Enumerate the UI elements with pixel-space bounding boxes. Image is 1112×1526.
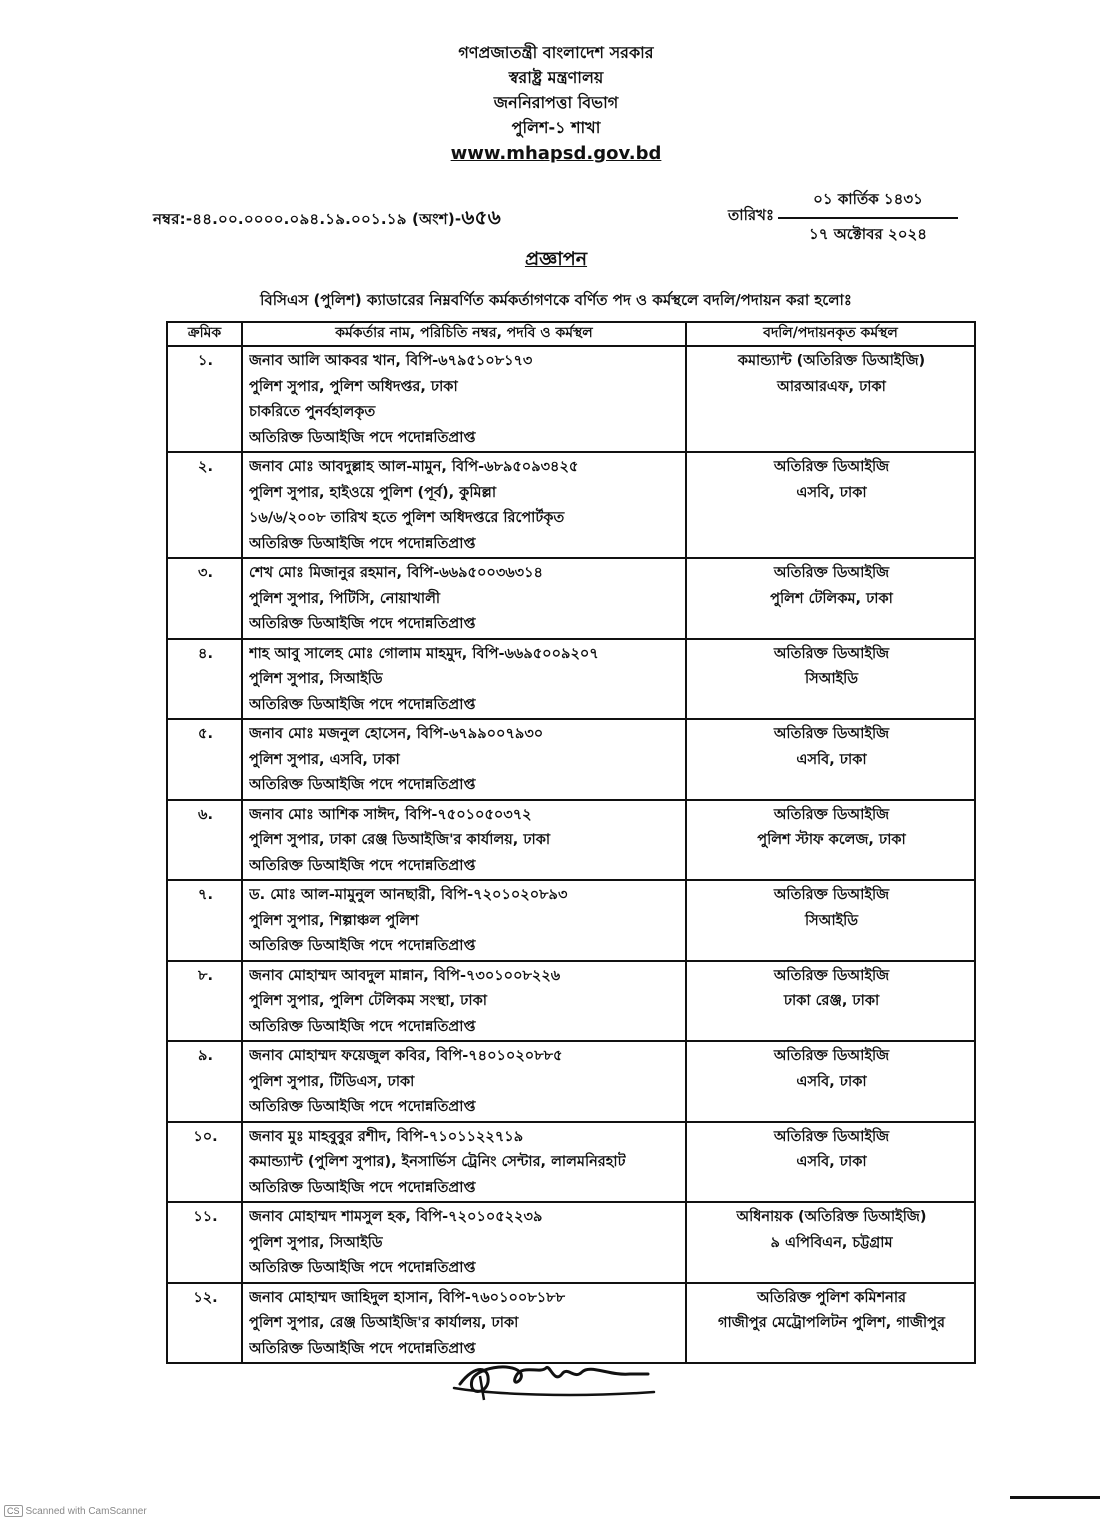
row-posting	[686, 719, 975, 800]
table-row	[167, 1202, 975, 1283]
row-officer	[242, 452, 686, 558]
officer-line: অতিরিক্ত ডিআইজি পদে পদোন্নতিপ্রাপ্ত	[249, 1018, 476, 1035]
posting-line: অতিরিক্ত ডিআইজি	[773, 459, 890, 475]
row-posting	[686, 452, 975, 558]
posting-line: অতিরিক্ত ডিআইজি	[773, 1128, 890, 1145]
row-serial: ৮.	[167, 961, 242, 1042]
officer-line: অতিরিক্ত ডিআইজি পদে পদোন্নতিপ্রাপ্ত	[249, 1260, 476, 1276]
officer-line: পুলিশ সুপার, হাইওয়ে পুলিশ (পূর্ব), কুমিল্লা	[249, 484, 497, 501]
officer-line: অতিরিক্ত ডিআইজি পদে পদোন্নতিপ্রাপ্ত	[249, 696, 476, 713]
officer-line: পুলিশ সুপার, সিআইডি	[249, 671, 383, 687]
officer-line: জনাব মোঃ আশিক সাঈদ, বিপি-৭৫০১০৫০৩৭২	[249, 806, 532, 823]
table-row	[167, 346, 975, 452]
row-serial: ৭.	[167, 880, 242, 961]
memo-number-handwritten: ৬৫৬	[461, 205, 501, 229]
table-row	[167, 1041, 975, 1122]
officer-line: অতিরিক্ত ডিআইজি পদে পদোন্নতিপ্রাপ্ত	[249, 1340, 476, 1357]
officer-line: জনাব মোহাম্মদ শামসুল হক, বিপি-৭২০১০৫২২৩৯	[249, 1209, 543, 1225]
camscanner-watermark	[4, 1505, 147, 1517]
posting-line: এসবি, ঢাকা	[796, 751, 867, 768]
notification-subtitle: বিসিএস (পুলিশ) ক্যাডারের নিম্নবর্ণিত কর্মকর্তাগণকে বর্ণিত পদ ও কর্মস্থলে বদলি/পদায়ন করা হলোঃ	[260, 291, 852, 309]
officer-line: অতিরিক্ত ডিআইজি পদে পদোন্নতিপ্রাপ্ত	[249, 616, 476, 632]
row-officer	[242, 1283, 686, 1364]
row-serial: ৬.	[167, 800, 242, 881]
row-posting	[686, 346, 975, 452]
posting-line: অতিরিক্ত পুলিশ কমিশনার	[756, 1289, 907, 1306]
posting-line: কমান্ড্যান্ট (অতিরিক্ত ডিআইজি)	[737, 353, 926, 369]
row-serial: ১২.	[167, 1283, 242, 1364]
officer-line: জনাব মুঃ মাহবুবুর রশীদ, বিপি-৭১০১১২২৭১৯	[249, 1128, 524, 1145]
camscanner-text: Scanned with CamScanner	[25, 1506, 147, 1517]
row-posting	[686, 1202, 975, 1283]
table-row	[167, 452, 975, 558]
footer-rule	[1010, 1496, 1100, 1499]
header-ministry: স্বরাষ্ট্র মন্ত্রণালয়	[508, 68, 604, 87]
table-header-row	[167, 322, 975, 346]
row-posting	[686, 558, 975, 639]
posting-line: অতিরিক্ত ডিআইজি	[773, 1048, 890, 1064]
row-serial: ১০.	[167, 1122, 242, 1203]
posting-line: পুলিশ স্টাফ কলেজ, ঢাকা	[757, 832, 906, 848]
posting-line: অধিনায়ক (অতিরিক্ত ডিআইজি)	[736, 1209, 927, 1225]
row-posting	[686, 961, 975, 1042]
row-officer	[242, 639, 686, 720]
posting-line: অতিরিক্ত ডিআইজি	[773, 806, 890, 823]
signature	[450, 1354, 660, 1406]
row-officer	[242, 558, 686, 639]
memo-number	[153, 203, 501, 236]
camscanner-icon: CS	[4, 1505, 23, 1517]
posting-line: এসবি, ঢাকা	[796, 1154, 867, 1170]
row-officer	[242, 1041, 686, 1122]
officer-line: পুলিশ সুপার, শিল্পাঞ্চল পুলিশ	[249, 912, 419, 929]
officer-line: পুলিশ সুপার, পুলিশ অধিদপ্তর, ঢাকা	[249, 378, 458, 395]
posting-line: অতিরিক্ত ডিআইজি	[773, 967, 890, 984]
table-row	[167, 1283, 975, 1364]
officer-line: পুলিশ সুপার, টিডিএস, ঢাকা	[249, 1073, 415, 1090]
row-serial: ৪.	[167, 639, 242, 720]
table-row	[167, 961, 975, 1042]
row-serial: ১.	[167, 346, 242, 452]
row-officer	[242, 1122, 686, 1203]
row-posting	[686, 1122, 975, 1203]
date-bangla: ০১ কার্তিক ১৪৩১	[778, 188, 958, 219]
date-label: তারিখঃ	[728, 206, 774, 224]
posting-line: সিআইডি	[804, 912, 858, 929]
row-officer	[242, 719, 686, 800]
officer-line: পুলিশ সুপার, পুলিশ টেলিকম সংস্থা, ঢাকা	[249, 993, 487, 1009]
row-posting	[686, 1041, 975, 1122]
header-division: জননিরাপত্তা বিভাগ	[493, 93, 619, 112]
officer-line: পুলিশ সুপার, ঢাকা রেঞ্জ ডিআইজি'র কার্যালয়, ঢাকা	[249, 832, 551, 848]
row-posting	[686, 639, 975, 720]
header-section: পুলিশ-১ শাখা	[511, 118, 601, 137]
posting-line: ঢাকা রেঞ্জ, ঢাকা	[783, 993, 880, 1009]
officer-line: জনাব মোহাম্মদ আবদুল মান্নান, বিপি-৭৩০১০০৮২২৬	[249, 967, 561, 984]
table-row	[167, 880, 975, 961]
row-serial: ৫.	[167, 719, 242, 800]
letterhead	[0, 40, 1112, 168]
officer-line: অতিরিক্ত ডিআইজি পদে পদোন্নতিপ্রাপ্ত	[249, 429, 476, 446]
header-posting: বদলি/পদায়নকৃত কর্মস্থল	[686, 322, 975, 346]
posting-line: আরআরএফ, ঢাকা	[777, 378, 886, 395]
posting-line: অতিরিক্ত ডিআইজি	[773, 645, 890, 662]
table-row	[167, 639, 975, 720]
header-serial: ক্রমিক	[167, 322, 242, 346]
officer-line: কমান্ড্যান্ট (পুলিশ সুপার), ইনসার্ভিস ট্রেনিং সেন্টার, লালমনিরহাট	[249, 1154, 626, 1170]
officer-line: ১৬/৬/২০০৮ তারিখ হতে পুলিশ অধিদপ্তরে রিপোর্টকৃত	[249, 510, 565, 526]
officer-line: পুলিশ সুপার, এসবি, ঢাকা	[249, 751, 400, 768]
date-block	[778, 188, 958, 248]
officer-line: জনাব মোঃ মজনুল হোসেন, বিপি-৬৭৯৯০০৭৯৩০	[249, 726, 544, 742]
posting-line: এসবি, ঢাকা	[796, 1073, 867, 1090]
officer-line: জনাব মোহাম্মদ জাহিদুল হাসান, বিপি-৭৬০১০০৮১৮৮	[249, 1289, 565, 1306]
memo-number-prefix: নম্বর:-৪৪.০০.০০০০.০৯৪.১৯.০০১.১৯ (অংশ)-	[153, 210, 462, 228]
transfer-table	[166, 321, 976, 1364]
row-serial: ২.	[167, 452, 242, 558]
table-row	[167, 1122, 975, 1203]
posting-line: ৯ এপিবিএন, চট্টগ্রাম	[770, 1234, 893, 1251]
posting-line: অতিরিক্ত ডিআইজি	[773, 565, 890, 581]
row-officer	[242, 1202, 686, 1283]
row-serial: ৩.	[167, 558, 242, 639]
officer-line: চাকরিতে পুনর্বহালকৃত	[249, 404, 376, 420]
row-posting	[686, 880, 975, 961]
posting-line: সিআইডি	[804, 671, 858, 687]
officer-line: শাহ আবু সালেহ মোঃ গোলাম মাহমুদ, বিপি-৬৬৯৫০০৯২০৭	[249, 645, 599, 662]
officer-line: অতিরিক্ত ডিআইজি পদে পদোন্নতিপ্রাপ্ত	[249, 1099, 476, 1115]
officer-line: পুলিশ সুপার, রেঞ্জ ডিআইজি'র কার্যালয়, ঢাকা	[249, 1315, 519, 1331]
officer-line: জনাব মোহাম্মদ ফয়েজুল কবির, বিপি-৭৪০১০২০৮৮৫	[249, 1048, 563, 1064]
row-officer	[242, 346, 686, 452]
officer-line: অতিরিক্ত ডিআইজি পদে পদোন্নতিপ্রাপ্ত	[249, 777, 476, 793]
row-officer	[242, 961, 686, 1042]
officer-line: ড. মোঃ আল-মামুনুল আনছারী, বিপি-৭২০১০২০৮৯৩	[249, 887, 568, 903]
posting-line: এসবি, ঢাকা	[796, 484, 867, 501]
officer-line: অতিরিক্ত ডিআইজি পদে পদোন্নতিপ্রাপ্ত	[249, 857, 476, 874]
officer-line: শেখ মোঃ মিজানুর রহমান, বিপি-৬৬৯৫০০৩৬৩১৪	[249, 565, 543, 581]
table-row	[167, 719, 975, 800]
header-officer: কর্মকর্তার নাম, পরিচিতি নম্বর, পদবি ও কর্মস্থল	[242, 322, 686, 346]
header-website-link[interactable]: www.mhapsd.gov.bd	[450, 143, 662, 164]
officer-line: অতিরিক্ত ডিআইজি পদে পদোন্নতিপ্রাপ্ত	[249, 938, 476, 954]
officer-line: অতিরিক্ত ডিআইজি পদে পদোন্নতিপ্রাপ্ত	[249, 535, 476, 552]
date-english: ১৭ অক্টোবর ২০২৪	[809, 225, 927, 243]
officer-line: পুলিশ সুপার, সিআইডি	[249, 1234, 383, 1251]
posting-line: গাজীপুর মেট্রোপলিটন পুলিশ, গাজীপুর	[718, 1315, 945, 1331]
officer-line: অতিরিক্ত ডিআইজি পদে পদোন্নতিপ্রাপ্ত	[249, 1179, 476, 1196]
row-posting	[686, 1283, 975, 1364]
table-row	[167, 800, 975, 881]
posting-line: অতিরিক্ত ডিআইজি	[773, 887, 890, 903]
officer-line: জনাব আলি আকবর খান, বিপি-৬৭৯৫১০৮১৭৩	[249, 353, 533, 369]
officer-line: জনাব মোঃ আবদুল্লাহ আল-মামুন, বিপি-৬৮৯৫০৯৩৪২৫	[249, 459, 579, 475]
officer-line: পুলিশ সুপার, পিটিসি, নোয়াখালী	[249, 590, 441, 607]
table-row	[167, 558, 975, 639]
header-government: গণপ্রজাতন্ত্রী বাংলাদেশ সরকার	[458, 43, 654, 62]
notification-title	[0, 245, 1112, 277]
row-officer	[242, 800, 686, 881]
notification-title-text: প্রজ্ঞাপন	[524, 248, 588, 270]
row-posting	[686, 800, 975, 881]
row-serial: ৯.	[167, 1041, 242, 1122]
row-serial: ১১.	[167, 1202, 242, 1283]
posting-line: অতিরিক্ত ডিআইজি	[773, 726, 890, 742]
row-officer	[242, 880, 686, 961]
posting-line: পুলিশ টেলিকম, ঢাকা	[770, 590, 893, 607]
table-body	[167, 346, 975, 1363]
